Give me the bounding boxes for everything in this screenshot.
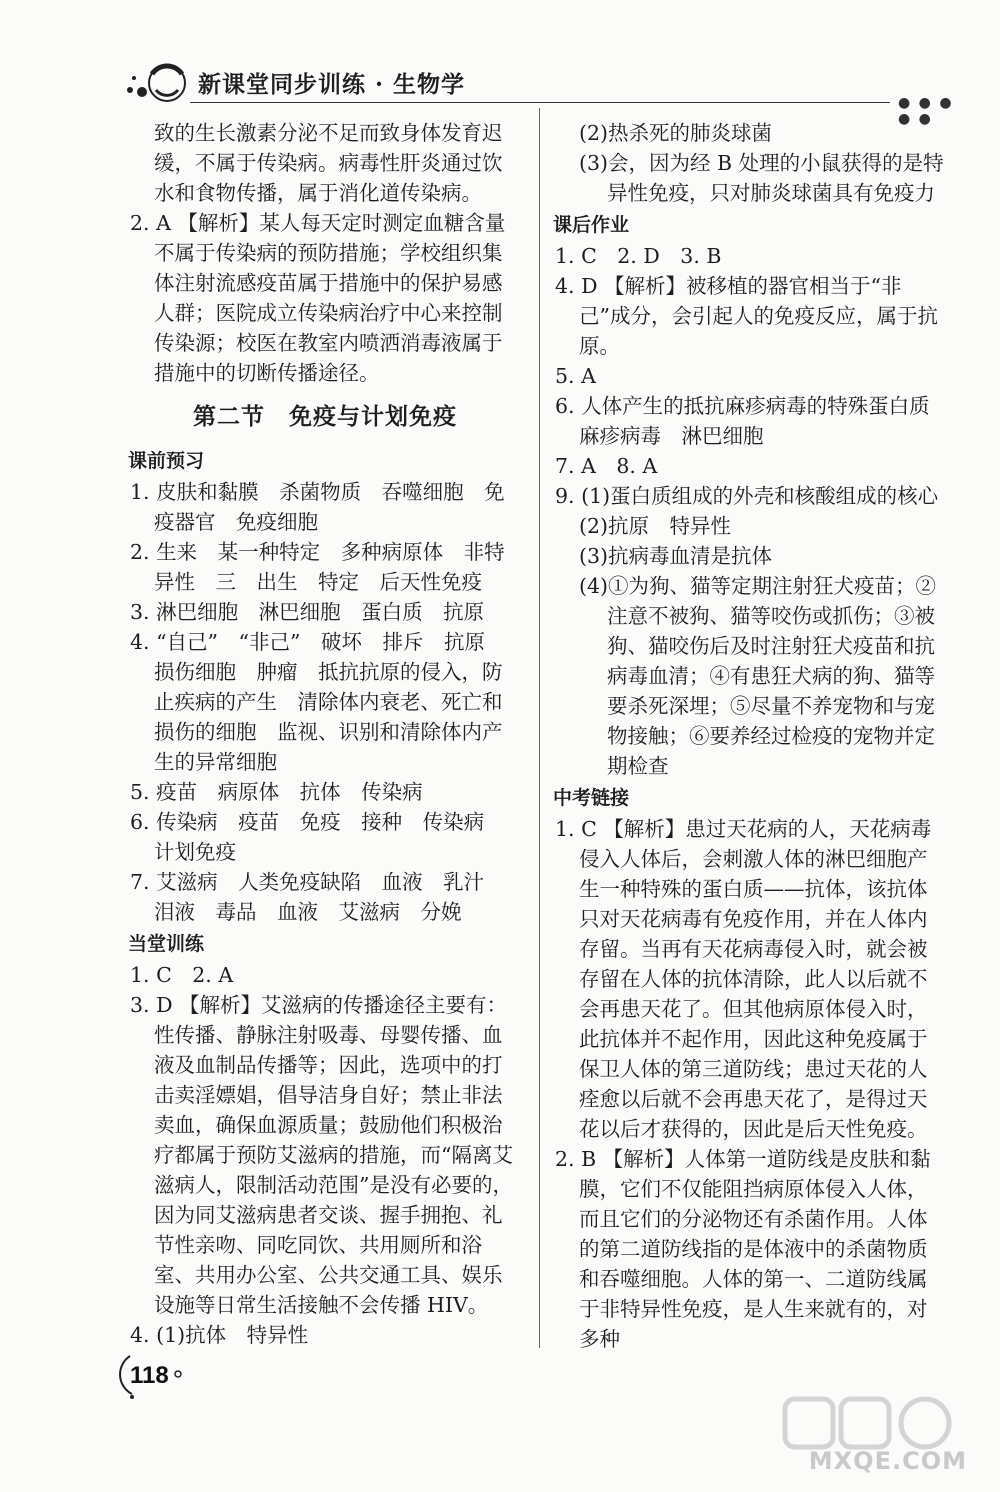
column-divider [539, 108, 540, 1348]
answer-paragraph: (3)抗病毒血清是抗体 [579, 544, 773, 568]
section-subheading: 中考链接 [553, 787, 630, 809]
page-number-badge [118, 1350, 188, 1400]
right-column [553, 118, 951, 1354]
answer-paragraph: 2. B 【解析】人体第一道防线是皮肤和黏膜，它们不仅能阻挡病原体侵入人体，而且它们的分泌物还有杀菌作用。人体的第二道防线指的是体液中的杀菌物质和吞噬细胞。人体的第一、二道防线属于非特异性免疫，是人生来就有的，对多种 [555, 1147, 931, 1351]
answer-paragraph: (2)热杀死的肺炎球菌 [579, 121, 773, 145]
section-subheading: 当堂训练 [128, 933, 205, 955]
answer-paragraph: 6. 人体产生的抵抗麻疹病毒的特殊蛋白质 麻疹病毒 淋巴细胞 [555, 394, 951, 448]
answer-paragraph: 1. C 2. D 3. B [555, 244, 722, 268]
answer-paragraph: 3. D 【解析】艾滋病的传播途径主要有：性传播、静脉注射吸毒、母婴传播、血液及血制品传播等；因此，选项中的打击卖淫嫖娼，倡导洁身自好；禁止非法卖血，确保血源质量；鼓励他们积极治疗都属于预防艾滋病的措施，而“隔离艾滋病人，限制活动范围”是没有必要的，因为同艾滋病患者交谈、握手拥抱、礼节性亲吻、同吃同饮、共用厕所和浴室、共用办公室、公共交通工具、娱乐设施等日常生活接触不会传播 HIV。 [130, 993, 513, 1317]
header-dots: ● ● ● ● ● [898, 95, 954, 127]
answer-paragraph: 3. 淋巴细胞 淋巴细胞 蛋白质 抗原 [130, 600, 485, 624]
answer-paragraph: 6. 传染病 疫苗 免疫 接种 传染病 计划免疫 [130, 810, 505, 864]
book-logo-icon [120, 60, 190, 106]
answer-paragraph: 4. (1)抗体 特异性 [130, 1323, 309, 1347]
answer-paragraph: (4)①为狗、猫等定期注射狂犬疫苗；②注意不被狗、猫等咬伤或抓伤；③被狗、猫咬伤后及时注射狂犬疫苗和抗病毒血清；④有患狂犬病的狗、猫等要杀死深埋；⑤尽量不养宠物和与宠物接触；⑥要养经过检疫的宠物并定期检查 [579, 574, 937, 778]
section-subheading: 课后作业 [553, 214, 630, 236]
answer-paragraph: (3)会，因为经 B 处理的小鼠获得的是特异性免疫，只对肺炎球菌具有免疫力 [579, 151, 944, 205]
answer-paragraph: 4. “自己” “非己” 破坏 排斥 抗原 损伤细胞 肿瘤 抵抗抗原的侵入，防止疾病的产生 清除体内衰老、死亡和损伤的细胞 监视、识别和清除体内产生的异常细胞 [130, 630, 506, 774]
answer-paragraph: 4. D 【解析】被移植的器官相当于“非己”成分，会引起人的免疫反应，属于抗原。 [555, 274, 938, 358]
answer-paragraph: 7. A 8. A [555, 454, 658, 478]
page-header [120, 58, 960, 127]
answer-paragraph: 1. 皮肤和黏膜 杀菌物质 吞噬细胞 免疫器官 免疫细胞 [130, 480, 505, 534]
section-title: 第二节 免疫与计划免疫 [193, 403, 457, 430]
watermark [775, 1395, 985, 1485]
answer-paragraph: 5. 疫苗 病原体 抗体 传染病 [130, 780, 423, 804]
header-rule [190, 102, 890, 103]
watermark-logo-icon [775, 1395, 985, 1455]
answer-paragraph: 9. (1)蛋白质组成的外壳和核酸组成的核心 [555, 484, 939, 508]
answer-paragraph: 1. C 【解析】患过天花病的人，天花病毒侵入人体后，会刺激人体的淋巴细胞产生一种特殊的蛋白质——抗体，该抗体只对天花病毒有免疫作用，并在人体内存留。当再有天花病毒侵入时，就会被存留在人体的抗体清除，此人以后就不会再患天花了。但其他病原体侵入时，此抗体并不起作用，因此这种免疫属于保卫人体的第三道防线；患过天花的人痊愈以后就不会再患天花了，是得过天花以后才获得的，因此是后天性免疫。 [555, 817, 932, 1141]
page-number: 118 [130, 1362, 169, 1389]
answer-paragraph: 2. 生来 某一种特定 多种病原体 非特异性 三 出生 特定 后天性免疫 [130, 540, 505, 594]
answer-paragraph: 5. A [555, 364, 596, 388]
book-title: 新课堂同步训练 · 生物学 [198, 71, 466, 98]
answer-paragraph: 致的生长激素分泌不足而致身体发育迟缓，不属于传染病。病毒性肝炎通过饮水和食物传播，属于消化道传染病。 [154, 121, 503, 205]
section-subheading: 课前预习 [128, 450, 205, 472]
answer-paragraph: 7. 艾滋病 人类免疫缺陷 血液 乳汁 泪液 毒品 血液 艾滋病 分娩 [130, 870, 505, 924]
answer-paragraph: (2)抗原 特异性 [579, 514, 732, 538]
answer-paragraph: 1. C 2. A [130, 963, 234, 987]
answer-paragraph: 2. A 【解析】某人每天定时测定血糖含量不属于传染病的预防措施；学校组织集体注射流感疫苗属于措施中的保护易感人群；医院成立传染病治疗中心来控制传染源；校医在教室内喷洒消毒液属于措施中的切断传播途径。 [130, 211, 506, 385]
left-column [130, 118, 520, 1350]
watermark-text: MXQE.COM [808, 1447, 967, 1475]
